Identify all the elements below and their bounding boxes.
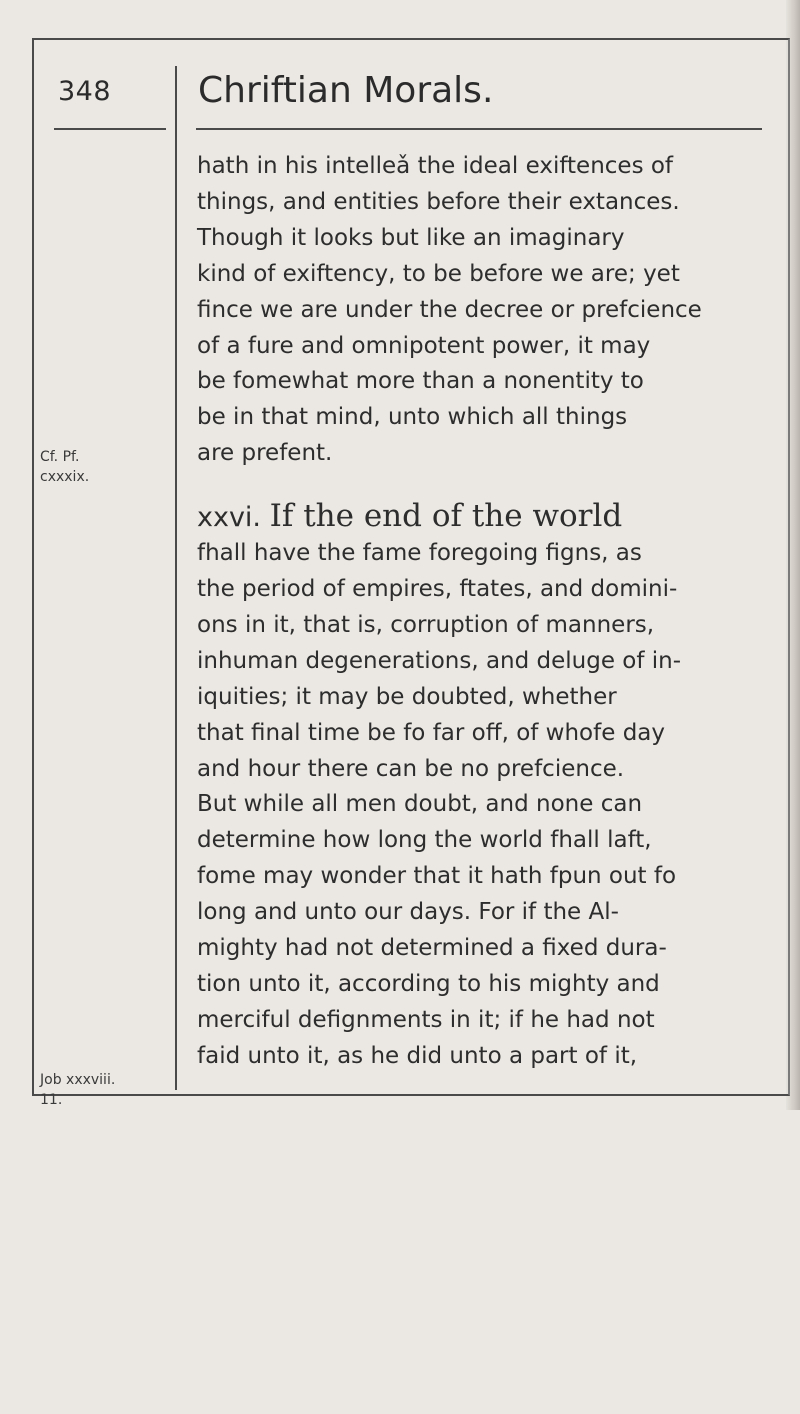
text-line: merciful defignments in it; if he had not bbox=[197, 1006, 655, 1033]
margin-note-psalm bbox=[40, 447, 89, 487]
page-number-rule bbox=[54, 128, 166, 130]
paragraph-gap bbox=[197, 472, 775, 499]
text-line: and hour there can be no prefcience. bbox=[197, 755, 625, 782]
text-line: ons in it, that is, corruption of manners, bbox=[197, 611, 655, 638]
text-line: determine how long the world fhall laft, bbox=[197, 827, 652, 854]
text-line: iquities; it may be doubted, whether bbox=[197, 683, 617, 710]
text-line: be fomewhat more than a nonentity to bbox=[197, 368, 644, 395]
margin-note-job bbox=[40, 1070, 115, 1110]
section-numeral: xxvi. bbox=[197, 502, 262, 534]
text-line: hath in his intelleǎ the ideal exiftences of bbox=[197, 153, 674, 179]
text-line: the period of empires, ftates, and domini- bbox=[197, 575, 678, 602]
text-line: long and unto our days. For if the Al- bbox=[197, 899, 619, 926]
text-line: inhuman degenerations, and deluge of in- bbox=[197, 647, 682, 674]
text-line: be in that mind, unto which all things bbox=[197, 404, 628, 431]
body-text bbox=[197, 149, 775, 1075]
section-heading-line bbox=[197, 499, 775, 536]
text-line: fome may wonder that it hath fpun out fo bbox=[197, 863, 677, 890]
text-line: mighty had not determined a fixed dura- bbox=[197, 935, 667, 962]
running-title-rule bbox=[196, 128, 762, 130]
margin-note-line: cxxxix. bbox=[40, 469, 90, 485]
text-line: Though it looks but like an imaginary bbox=[197, 224, 625, 251]
text-line: faid unto it, as he did unto a part of it, bbox=[197, 1042, 638, 1069]
margin-note-line: Cf. Pf. bbox=[40, 449, 80, 465]
text-line: fhall have the fame foregoing figns, as bbox=[197, 540, 642, 567]
text-line: are prefent. bbox=[197, 440, 333, 467]
page-number: 348 bbox=[58, 76, 112, 107]
margin-note-line: Job xxxviii. bbox=[40, 1072, 116, 1088]
margin-column-rule bbox=[175, 66, 177, 1090]
text-line: kind of exiftency, to be before we are; yet bbox=[197, 260, 680, 287]
text-line: things, and entities before their extances. bbox=[197, 188, 680, 215]
text-line: that final time be fo far off, of whofe day bbox=[197, 719, 665, 746]
text-line: But while all men doubt, and none can bbox=[197, 791, 643, 818]
text-line: tion unto it, according to his mighty and bbox=[197, 970, 660, 997]
margin-note-line: 11. bbox=[40, 1092, 63, 1108]
text-line: fince we are under the decree or prefcience bbox=[197, 296, 702, 323]
text-line: of a fure and omnipotent power, it may bbox=[197, 332, 651, 359]
section-lead: If the end of the world bbox=[269, 498, 623, 535]
running-title: Chriftian Morals. bbox=[198, 70, 494, 111]
